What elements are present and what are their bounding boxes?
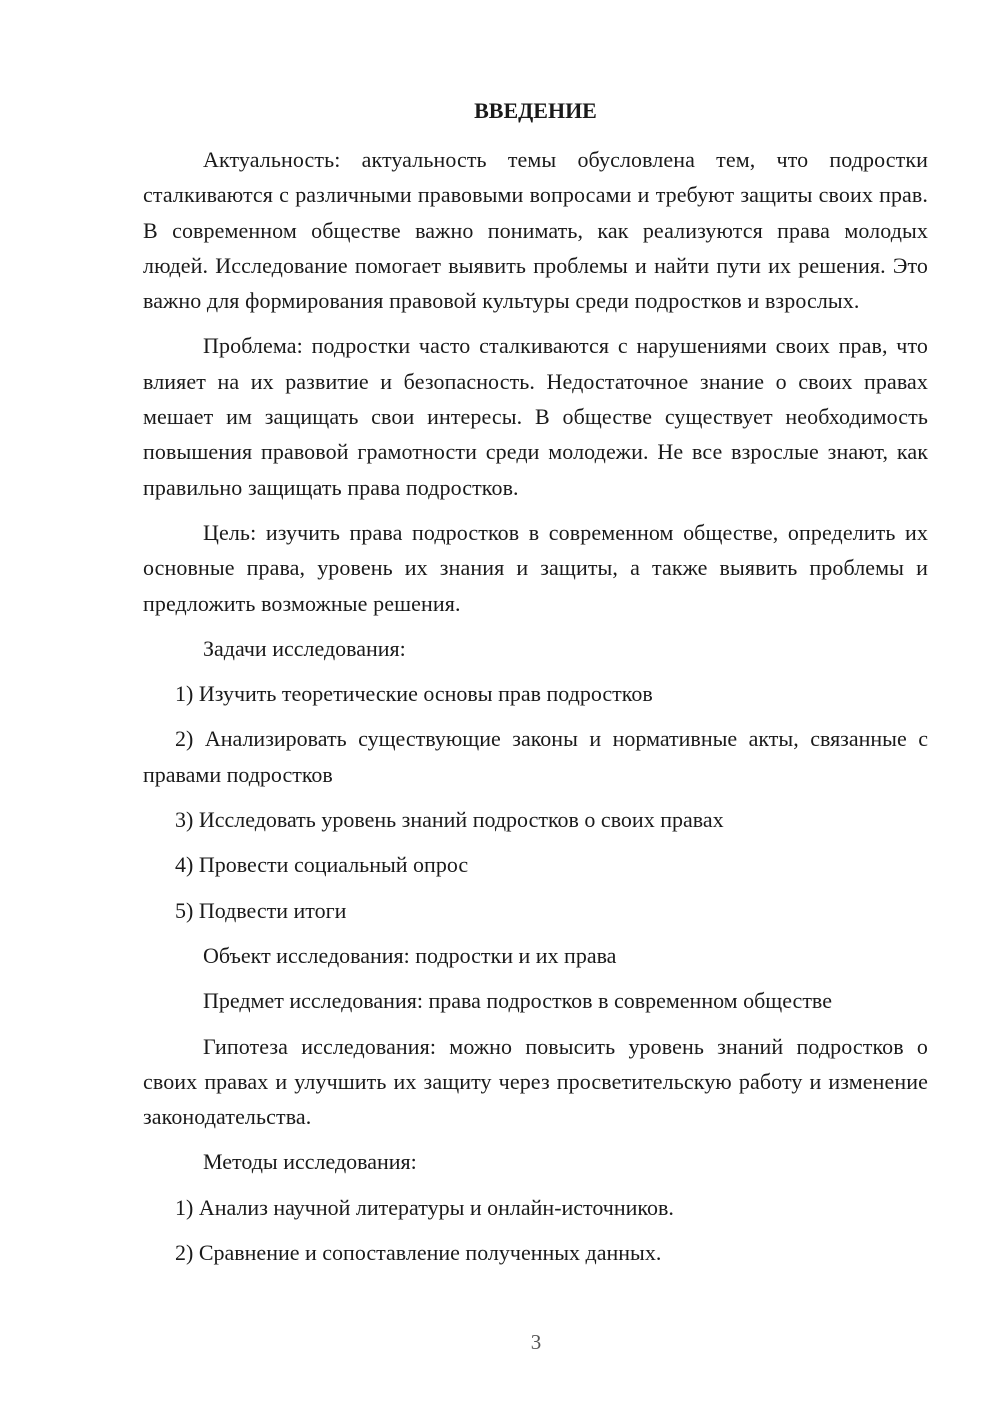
tasks-heading: Задачи исследования:: [203, 635, 406, 661]
subject-paragraph: Предмет исследования: права подростков в современном обществе: [203, 988, 832, 1014]
hypothesis-paragraph: Гипотеза исследования: можно повысить уровень знаний подростков о своих правах и улучшить их защиту через просветительскую работу и изменение законодательства.: [143, 1033, 928, 1130]
task-item: 4) Провести социальный опрос: [175, 852, 469, 878]
problem-paragraph: Проблема: подростки часто сталкиваются с нарушениями своих прав, что влияет на их развитие и безопасность. Недостаточное знание о своих правах мешает им защищать свои интересы. В обществе существует необходимость повышения правовой грамотности среди молодежи. Не все взрослые знают, как правильно защищать права подростков.: [143, 333, 928, 500]
task-item: 3) Исследовать уровень знаний подростков о своих правах: [175, 807, 724, 833]
task-item: 5) Подвести итоги: [175, 897, 347, 923]
methods-heading: Методы исследования:: [203, 1149, 417, 1175]
method-item: 2) Сравнение и сопоставление полученных данных.: [175, 1240, 662, 1266]
section-title: ВВЕДЕНИЕ: [474, 98, 597, 123]
method-item: 1) Анализ научной литературы и онлайн-источников.: [175, 1194, 674, 1220]
task-item: 1) Изучить теоретические основы прав подростков: [175, 681, 653, 707]
object-paragraph: Объект исследования: подростки и их права: [203, 942, 617, 968]
goal-paragraph: Цель: изучить права подростков в современном обществе, определить их основные права, уровень их знания и защиты, а также выявить проблемы и предложить возможные решения.: [143, 519, 928, 616]
task-item: 2) Анализировать существующие законы и нормативные акты, связанные с правами подростков: [143, 726, 928, 787]
relevance-paragraph: Актуальность: актуальность темы обусловлена тем, что подростки сталкиваются с различными правовыми вопросами и требуют защиты своих прав. В современном обществе важно понимать, как реализуются права молодых людей. Исследование помогает выявить проблемы и найти пути их решения. Это важно для формирования правовой культуры среди подростков и взрослых.: [143, 147, 928, 314]
page-number: 3: [530, 1330, 542, 1354]
document-body: [143, 94, 928, 1280]
